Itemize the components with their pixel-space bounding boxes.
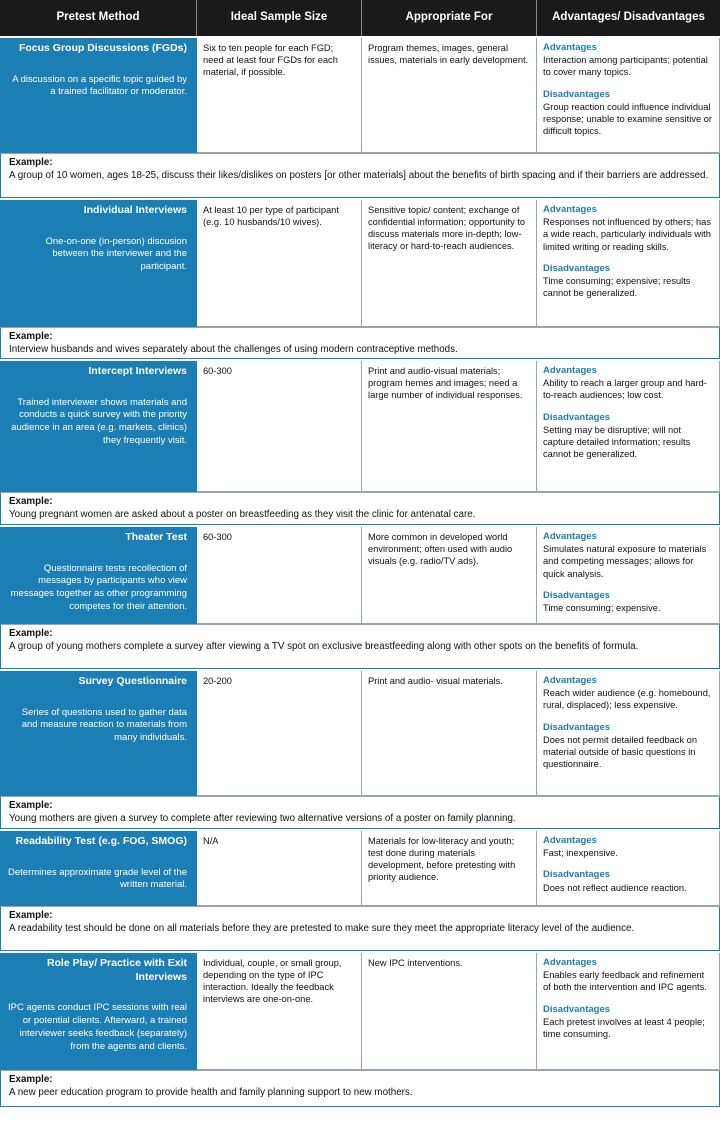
disadvantages-text: Group reaction could influence individual response; unable to examine sensitive or difficult topics. [543,101,712,136]
sample-size-cell: 60-300 [197,361,362,492]
appropriate-for-cell: New IPC interventions. [362,953,537,1070]
disadvantages-label: Disadvantages [543,869,611,881]
advantages-text: Fast; inexpensive. [543,848,618,859]
method-name: Intercept Interviews [88,365,187,377]
example-row [0,1070,720,1107]
example-text: Young pregnant women are asked about a poster on breastfeeding as they visit the clinic for antenatal care. [9,508,476,520]
example-label: Example: [9,157,53,168]
method-description: Questionnaire tests recollection of messages by participants who view messages together as other programming competes for their attention. [10,562,187,613]
example-label: Example: [9,800,53,811]
appropriate-for-cell: Program themes, images, general issues, materials in early development. [362,38,537,153]
appropriate-for-cell: Sensitive topic/ content; exchange of confidential information; opportunity to discuss materials more in-depth; low-literacy or hard-to-reach audiences. [362,200,537,327]
method-row [0,829,720,906]
sample-size-cell: 60-300 [197,527,362,624]
method-name: Theater Test [125,531,187,543]
adv-dis-cell [537,953,720,1070]
disadvantages-label: Disadvantages [543,262,611,274]
advantages-label: Advantages [543,957,597,968]
example-text: Young mothers are given a survey to complete after reviewing two alternative versions of a poster on family planning. [9,812,516,824]
disadvantages-label: Disadvantages [543,721,611,733]
method-description: A discussion on a specific topic guided by a trained facilitator or moderator. [12,73,187,98]
method-row [0,951,720,1070]
adv-dis-cell [537,527,720,624]
disadvantages-text: Does not reflect audience reaction. [543,882,687,893]
header-advantages-disadvantages: Advantages/ Disadvantages [552,11,705,24]
adv-dis-cell [537,200,720,327]
adv-dis-cell [537,361,720,492]
advantages-label: Advantages [543,531,597,542]
method-row [0,36,720,153]
method-cell [0,38,197,153]
advantages-label: Advantages [543,42,597,53]
method-row [0,669,720,796]
disadvantages-label: Disadvantages [543,88,611,100]
method-description: Trained interviewer shows materials and conducts a quick survey with the priority audience in an area (e.g. markets, clinics) they frequently visit. [11,396,187,447]
example-label: Example: [9,628,53,639]
advantages-text: Ability to reach a larger group and hard-to-reach audiences; low cost. [543,378,707,401]
disadvantages-label: Disadvantages [543,411,611,423]
method-description: Determines approximate grade level of the written material. [8,866,188,891]
advantages-text: Responses not influenced by others; has a wide reach, particularly individuals with limited writing or reading skills. [543,217,711,252]
table-body [0,36,720,1107]
example-text: Interview husbands and wives separately about the challenges of using modern contraceptive methods. [9,343,458,355]
example-text: A group of young mothers complete a survey after viewing a TV spot on exclusive breastfeeding along with other spots on the benefits of formula. [9,640,639,652]
header-method: Pretest Method [0,0,197,36]
method-cell [0,527,197,624]
advantages-label: Advantages [543,675,597,686]
example-row [0,153,720,198]
appropriate-for-cell: Print and audio-visual materials; program hemes and images; need a large number of individual responses. [362,361,537,492]
disadvantages-label: Disadvantages [543,1003,611,1015]
method-cell [0,953,197,1070]
example-text: A group of 10 women, ages 18-25, discuss their likes/dislikes on posters [or other materials] about the benefits of birth spacing and if their barriers are addressed. [9,169,709,181]
sample-size-cell: At least 10 per type of participant (e.g. 10 husbands/10 wives). [197,200,362,327]
method-cell [0,200,197,327]
disadvantages-text: Each pretest involves at least 4 people; time consuming. [543,1016,705,1039]
method-cell [0,831,197,906]
advantages-label: Advantages [543,365,597,376]
method-row [0,198,720,327]
disadvantages-text: Does not permit detailed feedback on material outside of basic questions in questionnaire. [543,734,698,769]
advantages-label: Advantages [543,835,597,846]
advantages-text: Simulates natural exposure to materials and competing messages; allows for quick analysis. [543,544,707,579]
sample-size-cell: N/A [197,831,362,906]
example-row [0,492,720,525]
example-row [0,906,720,951]
appropriate-for-cell: Print and audio- visual materials. [362,671,537,796]
example-row [0,327,720,359]
example-label: Example: [9,1074,53,1085]
adv-dis-cell [537,38,720,153]
advantages-text: Enables early feedback and refinement of both the intervention and IPC agents. [543,970,707,993]
example-label: Example: [9,910,53,921]
sample-size-cell: 20-200 [197,671,362,796]
advantages-text: Interaction among participants; potential to cover many topics. [543,55,708,78]
method-name: Individual Interviews [83,204,187,216]
method-name: Focus Group Discussions (FGDs) [18,42,187,54]
sample-size-cell: Six to ten people for each FGD; need at least four FGDs for each material, if possible. [197,38,362,153]
method-description: One-on-one (in-person) discusion between the interviewer and the participant. [45,235,187,273]
disadvantages-text: Time consuming; expensive; results cannot be generalized. [543,275,691,298]
method-name: Survey Questionnaire [78,675,187,687]
table-header [0,0,720,36]
example-text: A new peer education program to provide health and family planning support to new mothers. [9,1086,413,1098]
example-row [0,796,720,829]
example-row [0,624,720,669]
disadvantages-text: Time consuming; expensive. [543,602,661,613]
sample-size-cell: Individual, couple, or small group, depending on the type of IPC interaction. Ideally the feedback interviews are one-on-one. [197,953,362,1070]
appropriate-for-cell: Materials for low-literacy and youth; test done during materials development, before pretesting with priority audience. [362,831,537,906]
header-appropriate-for: Appropriate For [362,0,537,36]
method-row [0,525,720,624]
header-sample-size: Ideal Sample Size [197,0,362,36]
adv-dis-cell [537,831,720,906]
method-description: Series of questions used to gather data and measure reaction to materials from many individuals. [21,706,187,744]
method-cell [0,671,197,796]
method-description: IPC agents conduct IPC sessions with real or potential clients. Afterward, a trained interviewer seeks feedback (separately) from the agents and clients. [8,1002,188,1052]
disadvantages-text: Setting may be disruptive; will not capture detailed information; results cannot be generalized. [543,424,691,459]
disadvantages-label: Disadvantages [543,589,611,601]
method-name: Role Play/ Practice with Exit Interviews [46,957,187,983]
example-label: Example: [9,331,53,342]
appropriate-for-cell: More common in developed world environment; often used with audio visuals (e.g. radio/TV ads). [362,527,537,624]
adv-dis-cell [537,671,720,796]
advantages-text: Reach wider audience (e.g. homebound, rural, displaced); less expensive. [543,688,711,711]
example-text: A readability test should be done on all materials before they are pretested to make sure they meet the appropriate literacy level of the audience. [9,922,635,934]
advantages-label: Advantages [543,204,597,215]
method-name: Readability Test (e.g. FOG, SMOG) [15,835,187,847]
example-label: Example: [9,496,53,507]
method-row [0,359,720,492]
method-cell [0,361,197,492]
